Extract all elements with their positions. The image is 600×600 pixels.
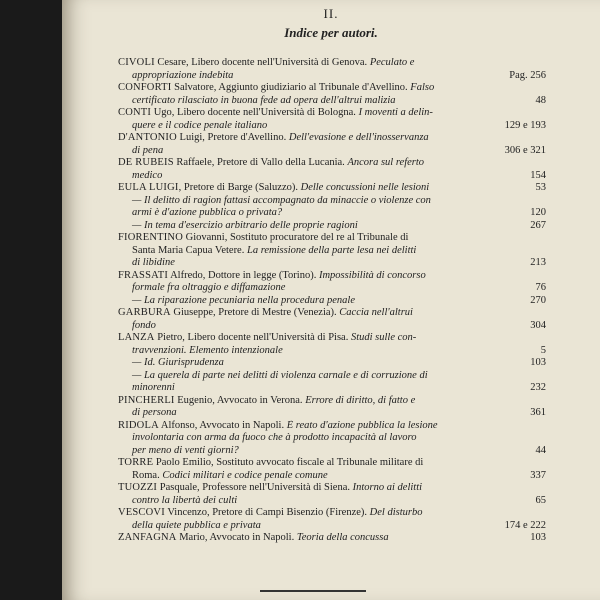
author-details: Mario, Avvocato in Napoli. bbox=[176, 532, 297, 543]
page-number: 270 bbox=[530, 294, 546, 306]
entry-text bbox=[118, 232, 516, 245]
entry-text bbox=[118, 532, 516, 545]
entry-text bbox=[118, 82, 516, 95]
index-entry-continuation bbox=[118, 70, 546, 83]
author-details: Santa Maria Capua Vetere. bbox=[132, 244, 247, 256]
entry-text bbox=[118, 220, 516, 233]
entry-text bbox=[118, 520, 505, 533]
author-name: VESCOVI bbox=[118, 507, 165, 518]
article-title: Intorno ai delitti bbox=[352, 482, 423, 493]
author-name: TORRE bbox=[118, 457, 154, 468]
index-entry bbox=[118, 482, 546, 495]
article-title: È reato d'azione pubblica la lesione bbox=[286, 419, 438, 431]
index-entry bbox=[118, 507, 546, 520]
index-entry-continuation bbox=[118, 220, 546, 233]
index-entry bbox=[118, 332, 546, 345]
article-title: fondo bbox=[132, 319, 156, 331]
article-title: minorenni bbox=[132, 382, 175, 393]
author-name: CONFORTI bbox=[118, 82, 172, 93]
book-page bbox=[62, 0, 600, 600]
entry-text bbox=[118, 295, 516, 308]
entry-text bbox=[118, 120, 505, 133]
index-entry bbox=[118, 82, 546, 95]
article-title: formale fra oltraggio e diffamazione bbox=[132, 282, 286, 293]
section-number: II. bbox=[323, 6, 339, 21]
article-title: certificato rilasciato in buona fede ad opera dell'altrui malizia bbox=[132, 94, 396, 106]
author-name: FIORENTINO bbox=[118, 232, 183, 243]
article-title: Falso bbox=[410, 82, 435, 93]
author-details: Giovanni, Sostituto procuratore del re al Tribunale di bbox=[183, 232, 409, 243]
entry-text bbox=[118, 432, 516, 445]
page-number: 213 bbox=[530, 257, 546, 268]
article-title: travvenzioni. Elemento intenzionale bbox=[132, 344, 283, 356]
entry-text bbox=[118, 457, 516, 470]
page-number: 361 bbox=[530, 407, 546, 418]
author-name: LANZA bbox=[118, 332, 155, 343]
author-details: Roma. bbox=[132, 469, 163, 481]
entry-text bbox=[118, 407, 516, 420]
author-details: Eugenio, Avvocato in Verona. bbox=[174, 394, 306, 406]
entry-text bbox=[118, 445, 516, 458]
page-number: 129 e 193 bbox=[504, 119, 546, 131]
author-details: Raffaele, Pretore di Vallo della Lucania. bbox=[173, 157, 348, 168]
entry-text bbox=[118, 257, 516, 270]
index-entry bbox=[118, 232, 546, 245]
entry-text bbox=[118, 482, 516, 495]
author-name: PINCHERLI bbox=[118, 394, 175, 406]
index-entry-continuation bbox=[118, 95, 546, 108]
entry-text bbox=[118, 132, 516, 145]
entry-text bbox=[118, 182, 516, 195]
index-entry-continuation bbox=[118, 245, 546, 258]
index-entry-continuation bbox=[118, 295, 546, 308]
page-number: 174 e 222 bbox=[504, 519, 546, 531]
index-entry-continuation bbox=[118, 445, 546, 458]
author-name: RIDOLA bbox=[118, 419, 159, 431]
article-title: — Il delitto di ragion fattasi accompagnato da minaccie o violenze con bbox=[132, 194, 431, 206]
index-entry bbox=[118, 132, 546, 145]
entry-text bbox=[118, 195, 516, 208]
article-title: per meno di venti giorni? bbox=[132, 444, 239, 456]
page-number: 103 bbox=[530, 532, 546, 543]
index-entry bbox=[118, 457, 546, 470]
author-details: Ugo, Libero docente nell'Università di Bologna. bbox=[151, 107, 359, 118]
entry-text bbox=[118, 420, 516, 433]
page-number: 5 bbox=[540, 344, 546, 356]
index-entry bbox=[118, 532, 546, 545]
page-number: 65 bbox=[535, 494, 546, 506]
article-title: Codici militari e codice penale comune bbox=[162, 469, 328, 481]
article-title: involontaria con arma da fuoco che à prodotto incapacità al lavoro bbox=[132, 432, 417, 443]
author-details: , Pretore di Barge (Saluzzo). bbox=[178, 182, 301, 193]
index-entry bbox=[118, 157, 546, 170]
index-heading: Indice per autori. bbox=[284, 25, 378, 40]
author-details: Paolo Emilio, Sostituto avvocato fiscale al Tribunale militare di bbox=[153, 457, 424, 468]
entry-text bbox=[118, 270, 516, 283]
article-title: — La querela di parte nei delitti di violenza carnale e di corruzione di bbox=[132, 369, 428, 381]
article-title: Impossibilità di concorso bbox=[318, 269, 426, 281]
page-number: 53 bbox=[535, 182, 546, 193]
article-title: Errore di diritto, di fatto e bbox=[305, 394, 416, 406]
page-number: 48 bbox=[535, 94, 546, 106]
index-entry-continuation bbox=[118, 370, 546, 383]
entry-text bbox=[118, 245, 516, 258]
entry-text bbox=[118, 107, 516, 120]
index-entry bbox=[118, 395, 546, 408]
entry-text bbox=[118, 145, 505, 158]
entry-text bbox=[118, 507, 516, 520]
article-title: Del disturbo bbox=[369, 507, 423, 518]
index-entry bbox=[118, 107, 546, 120]
author-name: D'ANTONIO bbox=[118, 132, 177, 143]
entry-text bbox=[118, 157, 516, 170]
index-entry-continuation bbox=[118, 495, 546, 508]
author-details: Salvatore, Aggiunto giudiziario al Tribunale d'Avellino. bbox=[171, 82, 411, 93]
article-title: Peculato e bbox=[369, 57, 415, 68]
author-name: DE RUBEIS bbox=[118, 157, 174, 168]
index-entry bbox=[118, 270, 546, 283]
author-details: Pietro, Libero docente nell'Università di Pisa. bbox=[154, 332, 351, 343]
author-details: Giuseppe, Pretore di Mestre (Venezia). bbox=[170, 307, 340, 318]
author-name: FRASSATI bbox=[118, 269, 169, 281]
index-entry-continuation bbox=[118, 357, 546, 370]
article-title: Teoria della concussa bbox=[296, 532, 389, 543]
article-title: Ancora sul referto bbox=[347, 157, 425, 168]
author-index-list bbox=[118, 57, 546, 545]
index-entry bbox=[118, 307, 546, 320]
index-entry-continuation bbox=[118, 382, 546, 395]
entry-text bbox=[118, 207, 516, 220]
entry-text bbox=[118, 395, 516, 408]
index-entry-continuation bbox=[118, 320, 546, 333]
article-title: contro la libertà dei culti bbox=[132, 494, 238, 506]
article-title: della quiete pubblica e privata bbox=[132, 519, 261, 531]
index-entry-continuation bbox=[118, 257, 546, 270]
page-number: 304 bbox=[530, 319, 546, 331]
author-details: Vincenzo, Pretore di Campi Bisenzio (Firenze). bbox=[164, 507, 370, 518]
author-details: Cesare, Libero docente nell'Università di Genova. bbox=[154, 57, 370, 68]
article-title: di pena bbox=[132, 144, 164, 156]
author-details: Pasquale, Professore nell'Università di Siena. bbox=[157, 482, 353, 493]
index-entry-continuation bbox=[118, 195, 546, 208]
entry-text bbox=[118, 382, 516, 395]
closing-rule bbox=[260, 590, 366, 592]
article-title: — La riparazione pecuniaria nella procedura penale bbox=[132, 294, 356, 306]
page-number: 120 bbox=[530, 207, 546, 218]
author-name: CIVOLI bbox=[118, 57, 155, 68]
article-title: Caccia nell'altrui bbox=[339, 307, 413, 318]
index-entry-continuation bbox=[118, 520, 546, 533]
page-number: 337 bbox=[530, 469, 546, 481]
author-name: TUOZZI bbox=[118, 482, 158, 493]
author-name: CONTI bbox=[118, 107, 152, 118]
entry-text bbox=[118, 95, 516, 108]
article-title: Studi sulle con- bbox=[350, 332, 417, 343]
page-number: 103 bbox=[530, 357, 546, 368]
article-title: di persona bbox=[132, 407, 177, 418]
entry-text bbox=[118, 307, 516, 320]
article-title: I moventi a delin- bbox=[358, 107, 433, 118]
entry-text bbox=[118, 470, 516, 483]
article-title: armi è d'azione pubblica o privata? bbox=[132, 207, 283, 218]
author-name: ZANFAGNA bbox=[118, 532, 177, 543]
page-number: 267 bbox=[530, 219, 546, 231]
article-title: Delle concussioni nelle lesioni bbox=[300, 182, 430, 193]
entry-text bbox=[118, 282, 516, 295]
article-title: — Id. Giurisprudenza bbox=[132, 357, 224, 368]
index-entry bbox=[118, 57, 546, 70]
article-title: appropriazione indebita bbox=[132, 69, 234, 81]
author-name: EULA LUIGI bbox=[118, 182, 179, 193]
article-title: — In tema d'esercizio arbitrario delle proprie ragioni bbox=[132, 219, 358, 231]
page-number: 154 bbox=[530, 169, 546, 181]
index-entry-continuation bbox=[118, 470, 546, 483]
entry-text bbox=[118, 345, 516, 358]
article-title: Dell'evasione e dell'inosservanza bbox=[288, 132, 429, 143]
page-number: 232 bbox=[530, 382, 546, 393]
index-entry-continuation bbox=[118, 120, 546, 133]
index-entry-continuation bbox=[118, 345, 546, 358]
page-number: Pag. 256 bbox=[509, 69, 546, 81]
page-number: 306 e 321 bbox=[504, 144, 546, 156]
page-number: 44 bbox=[535, 444, 546, 456]
author-details: Luigi, Pretore d'Avellino. bbox=[176, 132, 289, 143]
index-entry bbox=[118, 182, 546, 195]
entry-text bbox=[118, 70, 509, 83]
page-number: 76 bbox=[535, 282, 546, 293]
entry-text bbox=[118, 320, 516, 333]
article-title: La remissione della parte lesa nei delitti bbox=[246, 244, 417, 256]
article-title: quere e il codice penale italiano bbox=[132, 119, 268, 131]
entry-text bbox=[118, 370, 516, 383]
author-details: Alfredo, Dottore in legge (Torino). bbox=[168, 269, 319, 281]
index-entry-continuation bbox=[118, 432, 546, 445]
entry-text bbox=[118, 495, 516, 508]
index-entry-continuation bbox=[118, 282, 546, 295]
entry-text bbox=[118, 57, 516, 70]
article-title: medico bbox=[132, 169, 163, 181]
index-entry-continuation bbox=[118, 170, 546, 183]
article-title: di libidine bbox=[132, 257, 175, 268]
index-entry-continuation bbox=[118, 145, 546, 158]
entry-text bbox=[118, 357, 516, 370]
index-entry-continuation bbox=[118, 407, 546, 420]
index-entry-continuation bbox=[118, 207, 546, 220]
author-details: Alfonso, Avvocato in Napoli. bbox=[158, 419, 287, 431]
author-name: GARBURA bbox=[118, 307, 171, 318]
entry-text bbox=[118, 170, 516, 183]
entry-text bbox=[118, 332, 516, 345]
index-entry bbox=[118, 420, 546, 433]
